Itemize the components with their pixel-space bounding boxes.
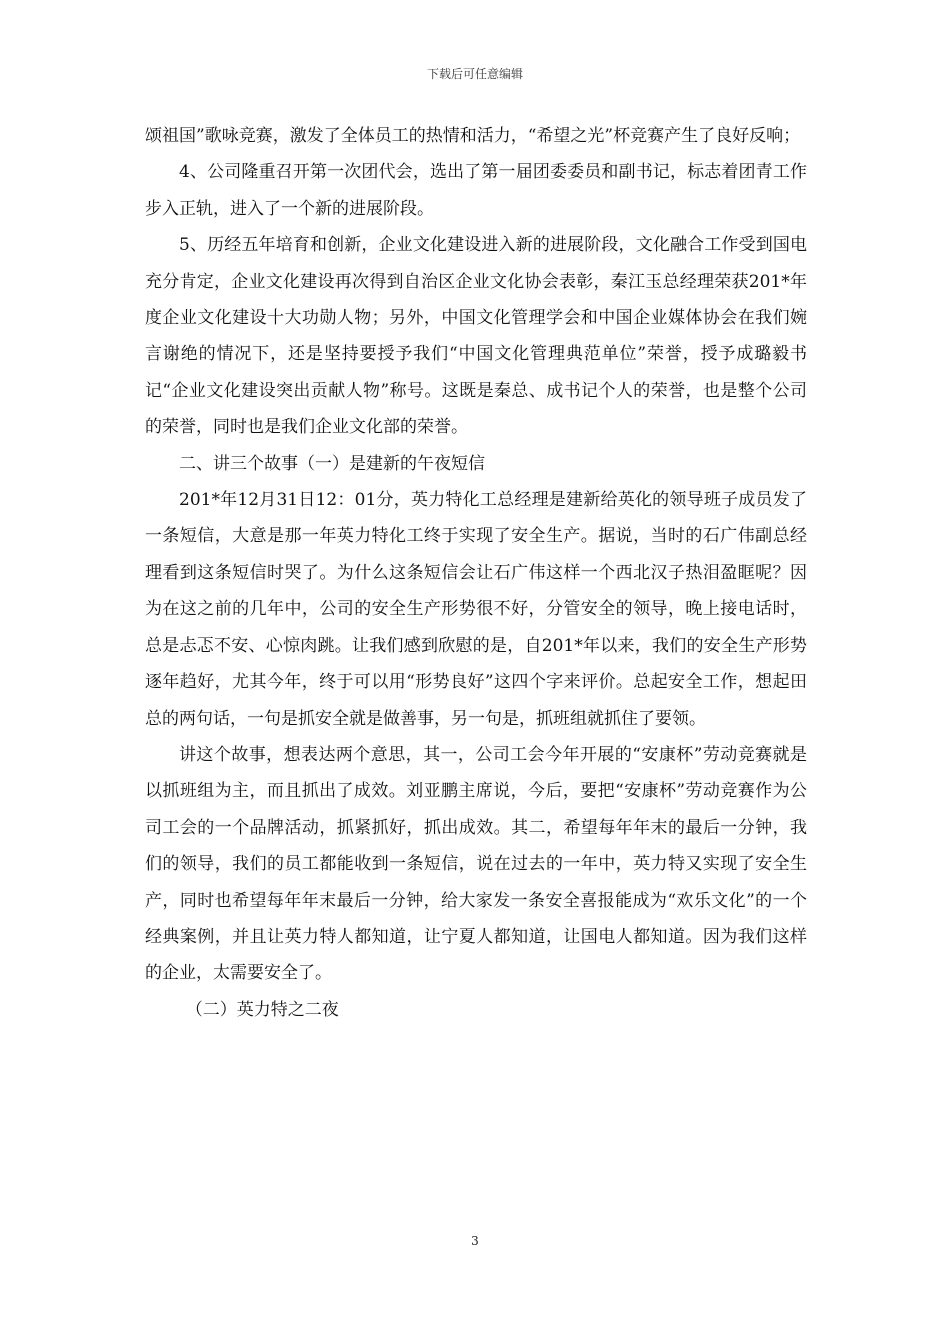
section-heading: 二、讲三个故事（一）是建新的午夜短信	[179, 453, 485, 474]
paragraph-5: 讲这个故事，想表达两个意思，其一，公司工会今年开展的“安康杯”劳动竞赛就是以抓班组为主，而且抓出了成效。刘亚鹏主席说，今后，要把“安康杯”劳动竞赛作为公司工会的一个品牌活动，抓紧抓好，抓出成效。其二，希望每年年末的最后一分钟，我们的领导，我们的员工都能收到一条短信，说在过去的一年中，英力特又实现了安全生产，同时也希望每年年末最后一分钟，给大家发一条安全喜报能成为“欢乐文化”的一个经典案例，并且让英力特人都知道，让宁夏人都知道，让国电人都知道。因为我们这样的企业，太需要安全了。	[145, 744, 807, 984]
paragraph-4: 201*年12月31日12：01分，英力特化工总经理是建新给英化的领导班子成员发了一条短信，大意是那一年英力特化工终于实现了安全生产。据说，当时的石广伟副总经理看到这条短信时哭了。为什么这条短信会让石广伟这样一个西北汉子热泪盈眶呢？因为在这之前的几年中，公司的安全生产形势很不好，分管安全的领导，晚上接电话时，总是忐忑不安、心惊肉跳。让我们感到欣慰的是，自201*年以来，我们的安全生产形势逐年趋好，尤其今年，终于可以用“形势良好”这四个字来评价。总起安全工作，想起田总的两句话，一句是抓安全就是做善事，另一句是，抓班组就抓住了要领。	[145, 490, 807, 729]
page-header: 下载后可任意编辑	[426, 67, 523, 81]
subsection-heading: （二）英力特之二夜	[185, 999, 339, 1020]
page-number: 3	[471, 1234, 479, 1248]
paragraph-1: 颂祖国”歌咏竞赛，激发了全体员工的热情和活力，“希望之光”杯竞赛产生了良好反响；	[145, 126, 801, 146]
paragraph-3: 5、历经五年培育和创新，企业文化建设进入新的进展阶段，文化融合工作受到国电充分肯定，企业文化建设再次得到自治区企业文化协会表彰，秦江玉总经理荣获201*年度企业文化建设十大功勋人物；另外，中国文化管理学会和中国企业媒体协会在我们婉言谢绝的情况下，还是坚持要授予我们“中国文化管理典范单位”荣誉，授予成璐毅书记“企业文化建设突出贡献人物”称号。这既是秦总、成书记个人的荣誉，也是整个公司的荣誉，同时也是我们企业文化部的荣誉。	[145, 235, 807, 438]
document-body	[145, 118, 807, 1028]
paragraph-2: 4、公司隆重召开第一次团代会，选出了第一届团委委员和副书记，标志着团青工作步入正轨，进入了一个新的进展阶段。	[145, 162, 807, 219]
